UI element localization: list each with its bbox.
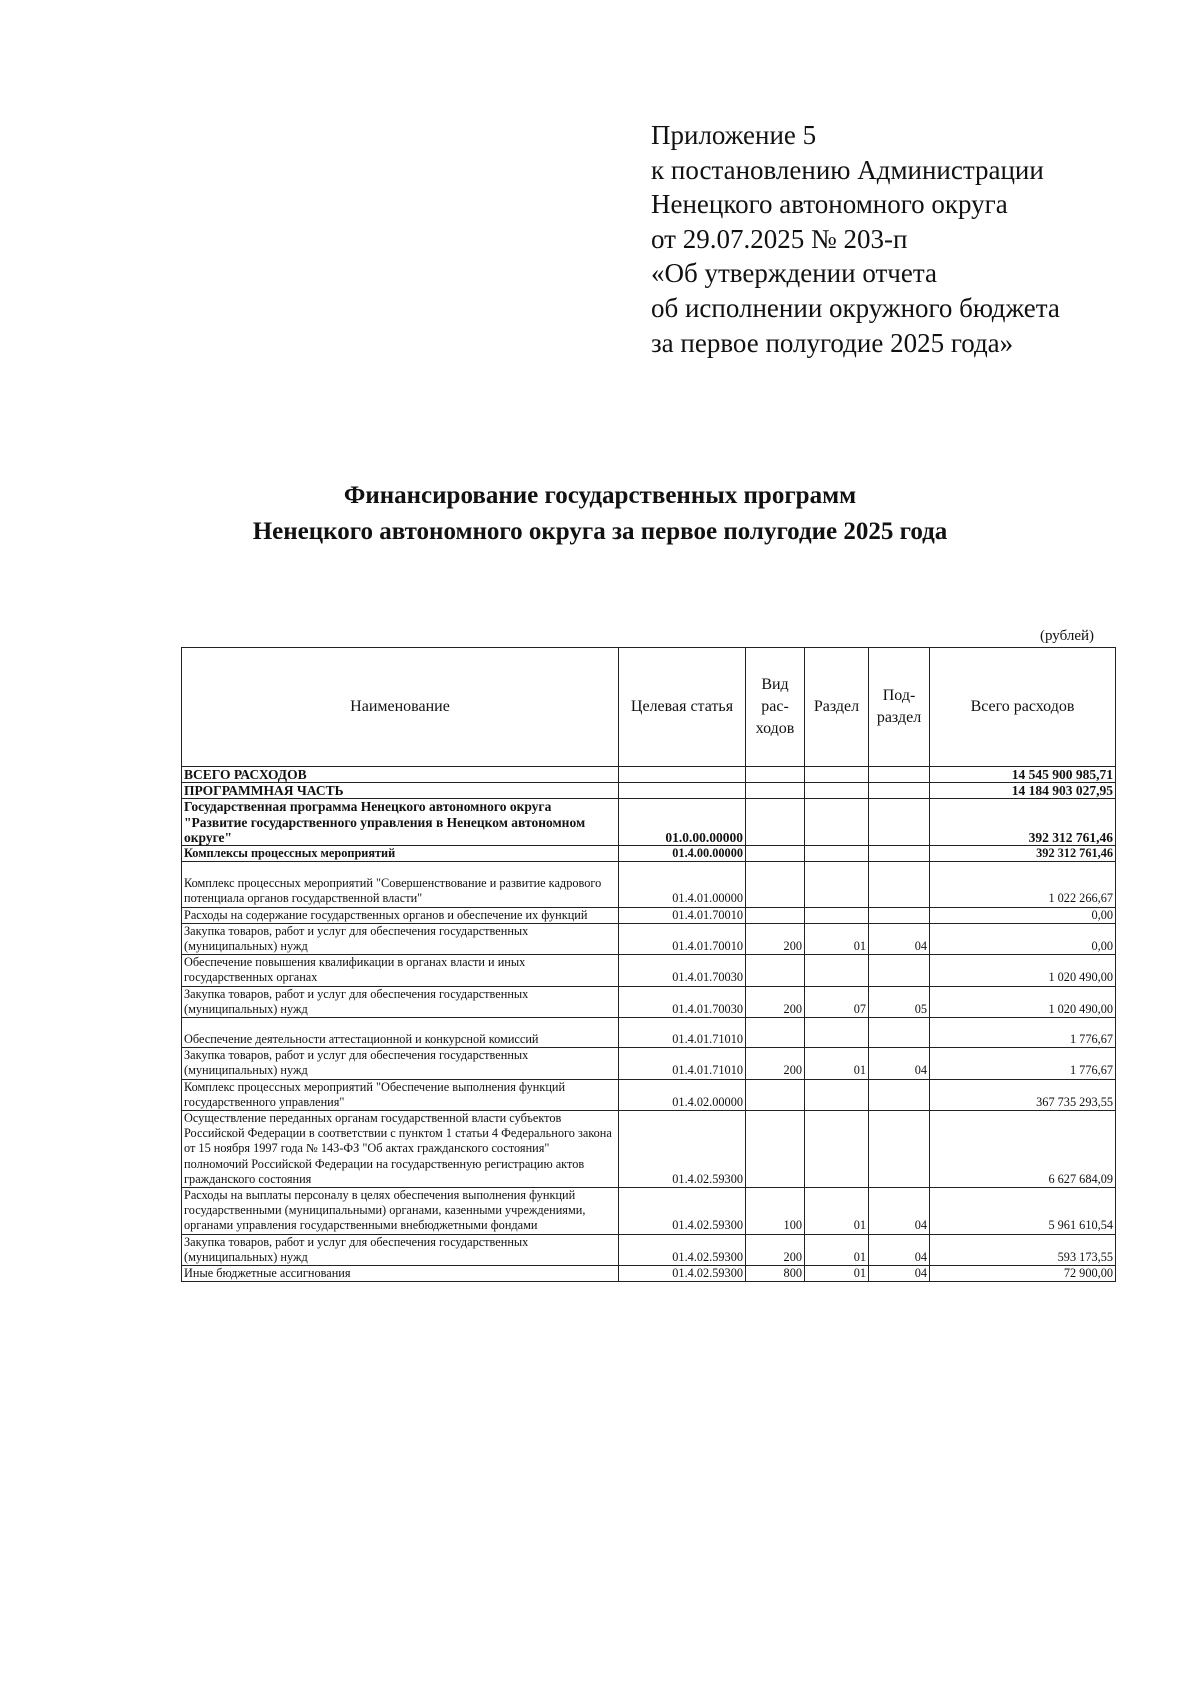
table-row: [182, 1111, 1116, 1188]
spacer-cell: [930, 862, 1116, 877]
cell-target: [619, 767, 746, 783]
spacer-row: [182, 1018, 1116, 1033]
cell-target: 01.4.01.70030: [619, 955, 746, 986]
header-line: Приложение 5: [651, 120, 817, 150]
cell-target: 01.4.01.70010: [619, 907, 746, 923]
appendix-header: [651, 118, 1060, 360]
cell-subsection: [869, 799, 930, 846]
cell-type: [746, 907, 805, 923]
cell-subsection: 04: [869, 923, 930, 954]
cell-name: ПРОГРАММНАЯ ЧАСТЬ: [182, 783, 619, 799]
cell-subsection: 05: [869, 986, 930, 1017]
cell-total: 1 022 266,67: [930, 876, 1116, 907]
cell-target: 01.4.01.70030: [619, 986, 746, 1017]
table-row: [182, 1079, 1116, 1110]
document-title: [0, 478, 1200, 550]
cell-name: ВСЕГО РАСХОДОВ: [182, 767, 619, 783]
cell-subsection: [869, 1111, 930, 1188]
cell-name: Закупка товаров, работ и услуг для обеспечения государственных (муниципальных) нужд: [182, 923, 619, 954]
cell-total: 593 173,55: [930, 1234, 1116, 1265]
spacer-cell: [619, 862, 746, 877]
spacer-cell: [619, 1018, 746, 1033]
cell-subsection: 04: [869, 1188, 930, 1235]
cell-type: [746, 1079, 805, 1110]
cell-section: [805, 876, 869, 907]
cell-total: 14 184 903 027,95: [930, 783, 1116, 799]
col-header-name: Наименование: [182, 648, 619, 767]
cell-subsection: [869, 783, 930, 799]
cell-type: 200: [746, 986, 805, 1017]
cell-total: 367 735 293,55: [930, 1079, 1116, 1110]
spacer-row: [182, 862, 1116, 877]
table-row: [182, 799, 1116, 846]
cell-section: [805, 767, 869, 783]
cell-section: 01: [805, 1188, 869, 1235]
table-row: [182, 923, 1116, 954]
cell-subsection: [869, 1032, 930, 1048]
cell-name: Осуществление переданных органам государственной власти субъектов Российской Федерации в соответствии с пунктом 1 статьи 4 Федерального закона от 15 ноября 1997 года № 143-ФЗ "Об актах гражданского состояния" полномочий Российской Федерации на государственную регистрацию актов гражданского состояния: [182, 1111, 619, 1188]
cell-type: [746, 876, 805, 907]
table-row: [182, 1188, 1116, 1235]
cell-target: 01.4.01.00000: [619, 876, 746, 907]
cell-subsection: [869, 955, 930, 986]
header-line: об исполнении окружного бюджета: [651, 292, 1060, 323]
cell-total: 0,00: [930, 923, 1116, 954]
spacer-cell: [930, 1018, 1116, 1033]
cell-subsection: 04: [869, 1266, 930, 1282]
col-header-type: Вид рас- ходов: [746, 648, 805, 767]
spacer-cell: [746, 862, 805, 877]
cell-subsection: [869, 846, 930, 862]
table-body: [182, 767, 1116, 1282]
cell-subsection: [869, 876, 930, 907]
cell-name: Закупка товаров, работ и услуг для обеспечения государственных (муниципальных) нужд: [182, 1048, 619, 1079]
title-line-1: Финансирование государственных программ: [343, 482, 857, 509]
cell-type: 200: [746, 1234, 805, 1265]
cell-section: [805, 783, 869, 799]
table-row: [182, 1032, 1116, 1048]
cell-total: 1 776,67: [930, 1032, 1116, 1048]
cell-section: [805, 799, 869, 846]
cell-target: 01.4.01.71010: [619, 1032, 746, 1048]
cell-total: 72 900,00: [930, 1266, 1116, 1282]
table-row: [182, 876, 1116, 907]
cell-section: [805, 1032, 869, 1048]
cell-section: 01: [805, 1266, 869, 1282]
cell-total: 1 020 490,00: [930, 955, 1116, 986]
cell-name: Иные бюджетные ассигнования: [182, 1266, 619, 1282]
cell-type: 200: [746, 1048, 805, 1079]
cell-section: [805, 955, 869, 986]
cell-type: [746, 799, 805, 846]
cell-type: [746, 955, 805, 986]
table-row: [182, 986, 1116, 1017]
cell-subsection: 04: [869, 1048, 930, 1079]
col-header-subsection: Под- раздел: [869, 648, 930, 767]
cell-name: Расходы на выплаты персоналу в целях обеспечения выполнения функций государственными (муниципальными) органами, казенными учреждениями, органами управления государственными внебюджетными фондами: [182, 1188, 619, 1235]
table-row: [182, 1048, 1116, 1079]
cell-subsection: [869, 907, 930, 923]
cell-subsection: 04: [869, 1234, 930, 1265]
cell-target: 01.0.00.00000: [619, 799, 746, 846]
header-line: от 29.07.2025 № 203-п: [651, 223, 908, 254]
spacer-cell: [746, 1018, 805, 1033]
cell-total: 1 020 490,00: [930, 986, 1116, 1017]
table-row: [182, 1266, 1116, 1282]
cell-subsection: [869, 767, 930, 783]
cell-type: [746, 767, 805, 783]
cell-name: Закупка товаров, работ и услуг для обеспечения государственных (муниципальных) нужд: [182, 1234, 619, 1265]
cell-name: Комплекс процессных мероприятий "Обеспечение выполнения функций государственного управления": [182, 1079, 619, 1110]
cell-section: [805, 1111, 869, 1188]
cell-name: Комплексы процессных мероприятий: [182, 846, 619, 862]
spacer-cell: [805, 1018, 869, 1033]
cell-total: 6 627 684,09: [930, 1111, 1116, 1188]
table-header-row: [182, 648, 1116, 767]
col-header-target: Целевая статья: [619, 648, 746, 767]
cell-section: 07: [805, 986, 869, 1017]
cell-name: Закупка товаров, работ и услуг для обеспечения государственных (муниципальных) нужд: [182, 986, 619, 1017]
cell-target: 01.4.00.00000: [619, 846, 746, 862]
spacer-cell: [869, 862, 930, 877]
cell-target: 01.4.02.59300: [619, 1234, 746, 1265]
table-row: [182, 955, 1116, 986]
cell-subsection: [869, 1079, 930, 1110]
cell-target: 01.4.02.59300: [619, 1266, 746, 1282]
header-line: к постановлению Администрации: [651, 154, 1044, 185]
cell-name: Расходы на содержание государственных органов и обеспечение их функций: [182, 907, 619, 923]
cell-name: Комплекс процессных мероприятий "Совершенствование и развитие кадрового потенциала органов государственной власти": [182, 876, 619, 907]
cell-type: 800: [746, 1266, 805, 1282]
table-row: [182, 846, 1116, 862]
cell-section: [805, 1079, 869, 1110]
spacer-cell: [805, 862, 869, 877]
cell-total: 392 312 761,46: [930, 799, 1116, 846]
cell-type: 100: [746, 1188, 805, 1235]
cell-section: [805, 846, 869, 862]
cell-type: 200: [746, 923, 805, 954]
cell-section: [805, 907, 869, 923]
header-line: Ненецкого автономного округа: [651, 189, 1008, 220]
cell-section: 01: [805, 923, 869, 954]
cell-type: [746, 1111, 805, 1188]
cell-total: 5 961 610,54: [930, 1188, 1116, 1235]
spacer-cell: [869, 1018, 930, 1033]
cell-type: [746, 1032, 805, 1048]
cell-total: 0,00: [930, 907, 1116, 923]
title-line-2: Ненецкого автономного округа за первое полугодие 2025 года: [252, 518, 948, 545]
cell-name: Государственная программа Ненецкого автономного округа "Развитие государственного управления в Ненецком автономном округе": [182, 799, 619, 846]
cell-type: [746, 783, 805, 799]
cell-type: [746, 846, 805, 862]
spacer-cell: [182, 1018, 619, 1033]
header-line: «Об утверждении отчета: [651, 258, 937, 289]
table-row: [182, 907, 1116, 923]
spacer-cell: [182, 862, 619, 877]
cell-target: 01.4.02.59300: [619, 1111, 746, 1188]
cell-target: 01.4.01.71010: [619, 1048, 746, 1079]
cell-total: 392 312 761,46: [930, 846, 1116, 862]
cell-name: Обеспечение деятельности аттестационной и конкурсной комиссий: [182, 1032, 619, 1048]
cell-target: [619, 783, 746, 799]
financing-table: [181, 647, 1116, 1282]
col-header-total: Всего расходов: [930, 648, 1116, 767]
cell-section: 01: [805, 1048, 869, 1079]
col-header-section: Раздел: [805, 648, 869, 767]
units-label: (рублей): [1040, 628, 1095, 644]
cell-total: 14 545 900 985,71: [930, 767, 1116, 783]
header-line: за первое полугодие 2025 года»: [651, 327, 1014, 358]
cell-target: 01.4.02.59300: [619, 1188, 746, 1235]
cell-section: 01: [805, 1234, 869, 1265]
table-row: [182, 783, 1116, 799]
cell-target: 01.4.01.70010: [619, 923, 746, 954]
table-row: [182, 767, 1116, 783]
cell-target: 01.4.02.00000: [619, 1079, 746, 1110]
cell-total: 1 776,67: [930, 1048, 1116, 1079]
cell-name: Обеспечение повышения квалификации в органах власти и иных государственных органах: [182, 955, 619, 986]
table-row: [182, 1234, 1116, 1265]
